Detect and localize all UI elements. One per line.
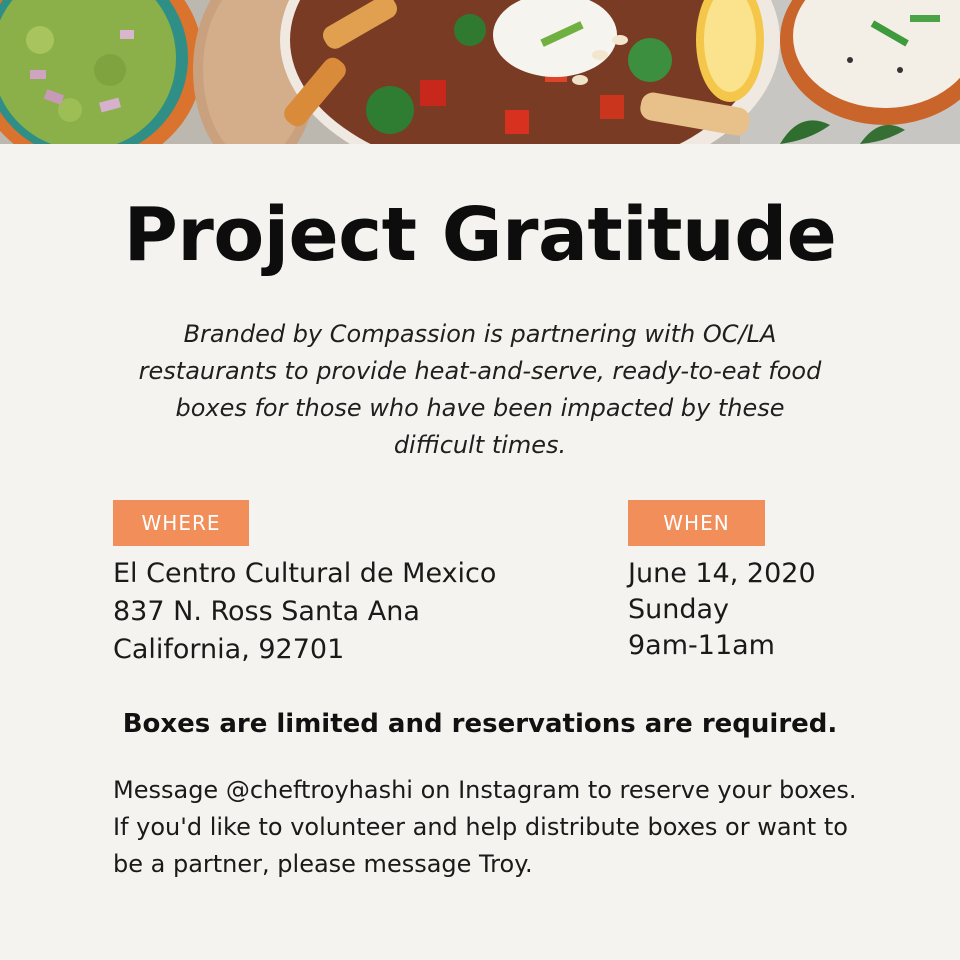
page-title: Project Gratitude [123,192,837,278]
intro-paragraph: Branded by Compassion is partnering with OC/LA restaurants to provide heat-and-serve, ready-to-eat food boxes for those who have been impacted by these difficult times. [138,320,822,459]
where-badge: WHERE [113,500,249,546]
contact-line: be a partner, please message Troy. [113,850,533,878]
where-street: 837 N. Ross Santa Ana [113,596,420,627]
contact-line: Message @cheftroyhashi on Instagram to reserve your boxes. [113,776,857,804]
when-day: Sunday [628,594,730,625]
where-state-zip: California, 92701 [113,634,345,665]
contact-line: If you'd like to volunteer and help distribute boxes or want to [113,813,848,841]
when-badge: WHEN [628,500,765,546]
when-time: 9am-11am [628,630,775,661]
where-venue: El Centro Cultural de Mexico [113,558,497,589]
food-photo-banner [0,0,960,144]
reservation-notice: Boxes are limited and reservations are required. [122,709,838,739]
food-photo-illustration [0,0,960,144]
when-date: June 14, 2020 [628,558,816,589]
